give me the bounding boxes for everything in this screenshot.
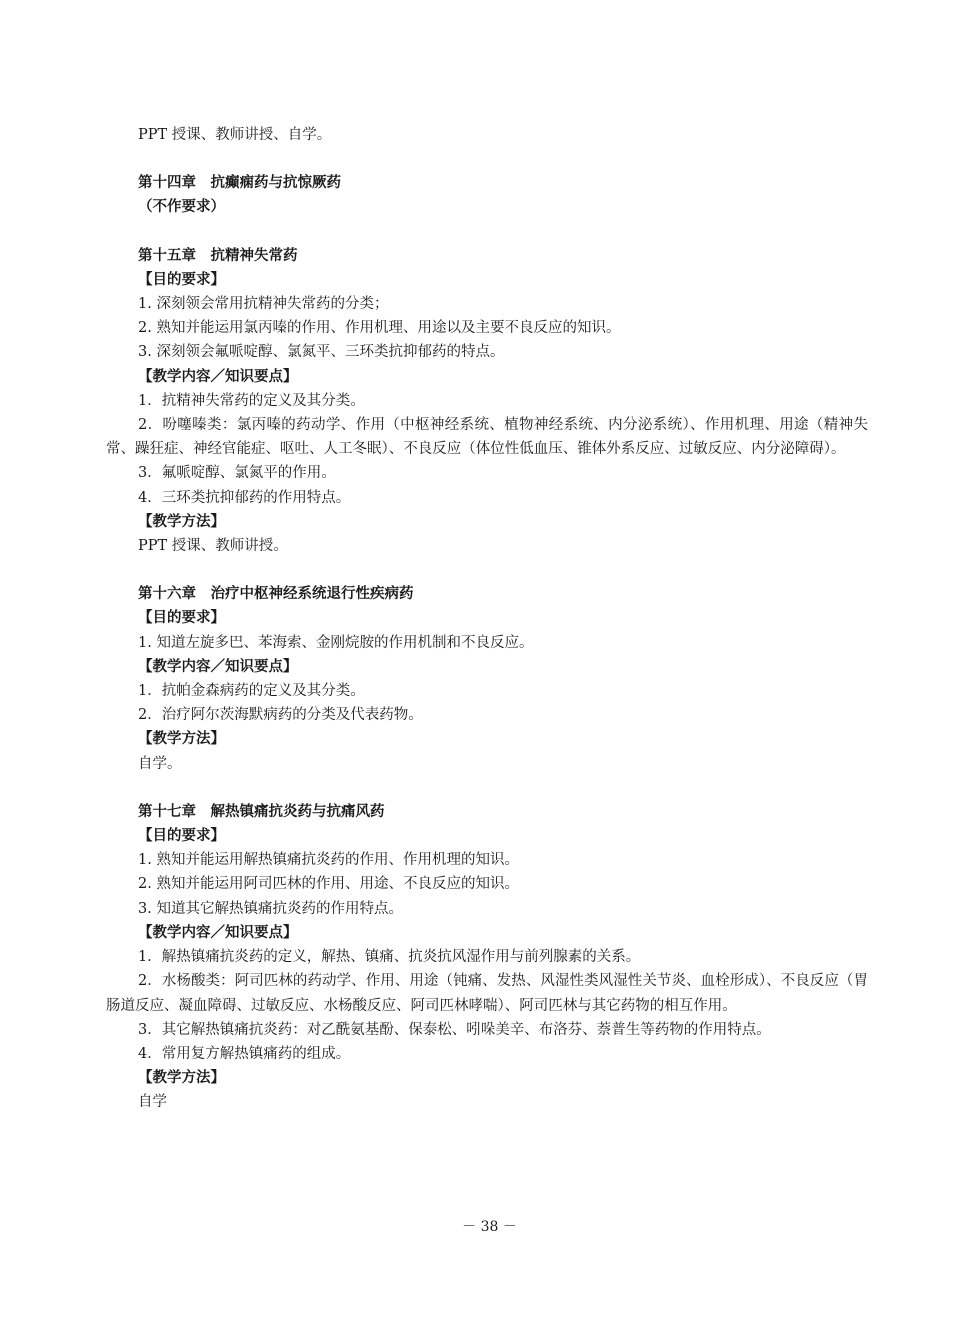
spacer	[106, 558, 868, 582]
chapter-14-note: （不作要求）	[138, 199, 225, 216]
chapter-17-title: 第十七章 解热镇痛抗炎药与抗痛风药	[138, 803, 385, 820]
chapter-15-method: PPT 授课、教师讲授。	[138, 538, 288, 555]
chapter-17-method: 自学	[138, 1094, 167, 1111]
chapter-16-objectives-heading: 【目的要求】	[138, 609, 225, 627]
spacer	[106, 220, 868, 244]
chapter-16-objective: 1. 知道左旋多巴、苯海索、金刚烷胺的作用机制和不良反应。	[138, 634, 534, 651]
chapter-17-content-item: 4．常用复方解热镇痛药的组成。	[138, 1045, 351, 1062]
chapter-14-title: 第十四章 抗癫痫药与抗惊厥药	[138, 175, 341, 192]
chapter-17-content-item: 3．其它解热镇痛抗炎药：对乙酰氨基酚、保泰松、吲哚美辛、布洛芬、萘普生等药物的作用特点。	[138, 1021, 771, 1038]
chapter-17-content-item: 1．解热镇痛抗炎药的定义，解热、镇痛、抗炎抗风湿作用与前列腺素的关系。	[138, 949, 641, 966]
chapter-15-content-item: 1．抗精神失常药的定义及其分类。	[138, 392, 365, 409]
chapter-15-objective: 2. 熟知并能运用氯丙嗪的作用、作用机理、用途以及主要不良反应的知识。	[138, 320, 621, 337]
page-content	[106, 123, 868, 1115]
chapter-15-content-item: 4．三环类抗抑郁药的作用特点。	[138, 489, 351, 506]
chapter-17-objective: 3. 知道其它解热镇痛抗炎药的作用特点。	[138, 900, 403, 917]
page-number: － 38 －	[462, 1219, 517, 1235]
chapter-15-title: 第十五章 抗精神失常药	[138, 247, 298, 264]
chapter-16-content-item: 2．治疗阿尔茨海默病药的分类及代表药物。	[138, 707, 423, 724]
chapter-17-content-heading: 【教学内容／知识要点】	[138, 923, 298, 941]
intro-method-text: PPT 授课、教师讲授、自学。	[138, 127, 332, 143]
chapter-17-objective: 1. 熟知并能运用解热镇痛抗炎药的作用、作用机理的知识。	[138, 852, 519, 869]
chapter-16-content-item: 1．抗帕金森病药的定义及其分类。	[138, 683, 365, 700]
chapter-16-method: 自学。	[138, 755, 182, 772]
chapter-17-content-item: 2．水杨酸类：阿司匹林的药动学、作用、用途（钝痛、发热、风湿性类风湿性关节炎、血栓形成）、不良反应（胃肠道反应、凝血障碍、过敏反应、水杨酸反应、阿司匹林哮喘）、阿司匹林与其它药物的相互作用。	[106, 973, 868, 1014]
spacer	[106, 776, 868, 800]
chapter-15-objective: 1. 深刻领会常用抗精神失常药的分类；	[138, 296, 389, 313]
chapter-16-title: 第十六章 治疗中枢神经系统退行性疾病药	[138, 586, 414, 603]
chapter-17-objectives-heading: 【目的要求】	[138, 827, 225, 845]
chapter-15-method-heading: 【教学方法】	[138, 512, 225, 530]
chapter-16-method-heading: 【教学方法】	[138, 730, 225, 748]
chapter-15-objectives-heading: 【目的要求】	[138, 270, 225, 288]
chapter-17-objective: 2. 熟知并能运用阿司匹林的作用、用途、不良反应的知识。	[138, 876, 519, 893]
chapter-15-objective: 3. 深刻领会氟哌啶醇、氯氮平、三环类抗抑郁药的特点。	[138, 344, 505, 361]
chapter-16-content-heading: 【教学内容／知识要点】	[138, 657, 298, 675]
chapter-17-method-heading: 【教学方法】	[138, 1069, 225, 1087]
spacer	[106, 147, 868, 171]
chapter-15-content-item: 3．氟哌啶醇、氯氮平的作用。	[138, 465, 336, 482]
chapter-15-content-item: 2．吩噻嗪类：氯丙嗪的药动学、作用（中枢神经系统、植物神经系统、内分泌系统）、作用机理、用途（精神失常、躁狂症、神经官能症、呕吐、人工冬眠）、不良反应（体位性低血压、锥体外系反应、过敏反应、内分泌障碍）。	[106, 417, 868, 458]
chapter-15-content-heading: 【教学内容／知识要点】	[138, 367, 298, 385]
